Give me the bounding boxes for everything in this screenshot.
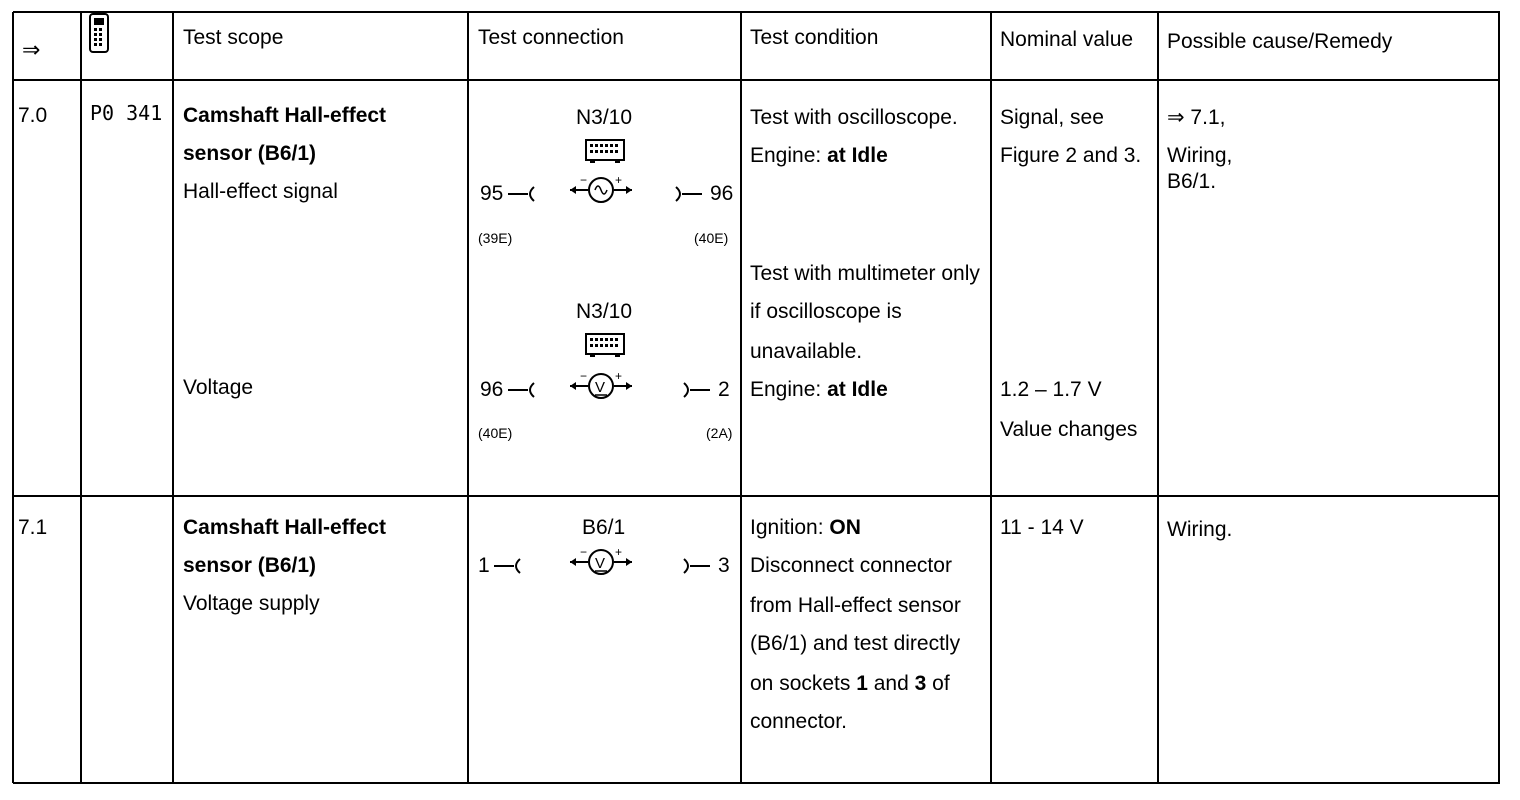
scope-voltage-supply: Voltage supply xyxy=(183,592,320,615)
condition-line xyxy=(750,664,950,703)
svg-text:V: V xyxy=(595,379,606,396)
header-arrow: ⇒ xyxy=(22,37,41,62)
condition-line xyxy=(750,136,888,175)
voltmeter-icon xyxy=(566,364,636,413)
probe-left-icon xyxy=(506,380,536,405)
condition-bold: ON xyxy=(829,516,861,539)
left-pin: 96 xyxy=(480,378,504,401)
condition-line: from Hall-effect sensor xyxy=(750,594,961,617)
svg-text:+: + xyxy=(615,369,623,383)
right-pin: 2 xyxy=(718,378,730,401)
nominal-line: Value changes xyxy=(1000,418,1138,441)
svg-text:+: + xyxy=(615,173,623,187)
svg-text:+: + xyxy=(615,545,623,559)
device-label: N3/10 xyxy=(576,106,633,129)
svg-text:V: V xyxy=(595,555,606,572)
probe-left-icon xyxy=(492,556,522,581)
probe-right-icon xyxy=(682,556,712,581)
condition-line: unavailable. xyxy=(750,340,863,363)
left-pin-ref: (39E) xyxy=(478,230,513,246)
oscilloscope-icon xyxy=(566,168,636,217)
svg-text:−: − xyxy=(580,545,588,559)
dtc-code: P0 341 xyxy=(90,101,163,125)
remedy-line: Wiring, xyxy=(1167,144,1233,167)
header-nominal-value: Nominal value xyxy=(1000,28,1134,51)
nominal-line: 1.2 – 1.7 V xyxy=(1000,378,1102,401)
socket-number: 3 xyxy=(914,672,927,695)
right-pin-ref: (2A) xyxy=(706,425,733,441)
device-label: N3/10 xyxy=(576,300,633,323)
header-test-scope: Test scope xyxy=(183,26,284,49)
step-number: 7.1 xyxy=(18,516,48,539)
socket-number: 1 xyxy=(856,672,868,695)
condition-line: Disconnect connector xyxy=(750,554,952,577)
remedy-line: B6/1. xyxy=(1167,170,1217,193)
svg-text:−: − xyxy=(580,173,588,187)
probe-right-icon xyxy=(682,380,712,405)
condition-line xyxy=(750,370,888,409)
nominal-line: Signal, see xyxy=(1000,106,1104,129)
header-test-connection: Test connection xyxy=(478,26,624,49)
condition-prefix: Engine: xyxy=(750,378,828,401)
condition-prefix: Engine: xyxy=(750,144,828,167)
condition-prefix: Ignition: xyxy=(750,516,830,539)
nominal-value: 11 - 14 V xyxy=(1000,516,1084,539)
scope-voltage: Voltage xyxy=(183,376,254,399)
header-possible-cause: Possible cause/Remedy xyxy=(1167,30,1393,53)
right-pin: 3 xyxy=(718,554,730,577)
left-pin: 95 xyxy=(480,182,504,205)
condition-mid: and xyxy=(867,672,915,695)
remedy-link[interactable]: ⇒ 7.1, xyxy=(1167,106,1226,129)
condition-line xyxy=(750,508,861,547)
control-unit-icon xyxy=(584,137,626,165)
condition-line: (B6/1) and test directly xyxy=(750,632,961,655)
remedy-line: Wiring. xyxy=(1167,518,1233,541)
left-pin: 1 xyxy=(478,554,490,577)
control-unit-icon xyxy=(584,331,626,359)
condition-bold: at Idle xyxy=(827,378,888,401)
right-pin-ref: (40E) xyxy=(694,230,729,246)
probe-left-icon xyxy=(506,184,536,209)
scope-title-line-1: Camshaft Hall-effect xyxy=(183,516,387,539)
step-number: 7.0 xyxy=(18,104,48,127)
tester-device-icon xyxy=(88,12,116,56)
right-pin: 96 xyxy=(710,182,734,205)
condition-line: if oscilloscope is xyxy=(750,300,902,323)
scope-title-line-2: sensor (B6/1) xyxy=(183,142,317,165)
condition-line: connector. xyxy=(750,710,847,733)
condition-line: Test with oscilloscope. xyxy=(750,106,958,129)
condition-line: Test with multimeter only xyxy=(750,262,980,285)
header-test-condition: Test condition xyxy=(750,26,879,49)
condition-prefix: on sockets xyxy=(750,672,857,695)
probe-right-icon xyxy=(674,184,704,209)
nominal-line: Figure 2 and 3. xyxy=(1000,144,1142,167)
condition-bold: at Idle xyxy=(827,144,888,167)
left-pin-ref: (40E) xyxy=(478,425,513,441)
scope-title-line-1: Camshaft Hall-effect xyxy=(183,104,387,127)
scope-title-line-2: sensor (B6/1) xyxy=(183,554,317,577)
svg-text:−: − xyxy=(580,369,588,383)
condition-suffix: of xyxy=(926,672,950,695)
voltmeter-icon xyxy=(566,540,636,589)
scope-hall-effect-signal: Hall-effect signal xyxy=(183,180,338,203)
device-label: B6/1 xyxy=(582,516,626,539)
